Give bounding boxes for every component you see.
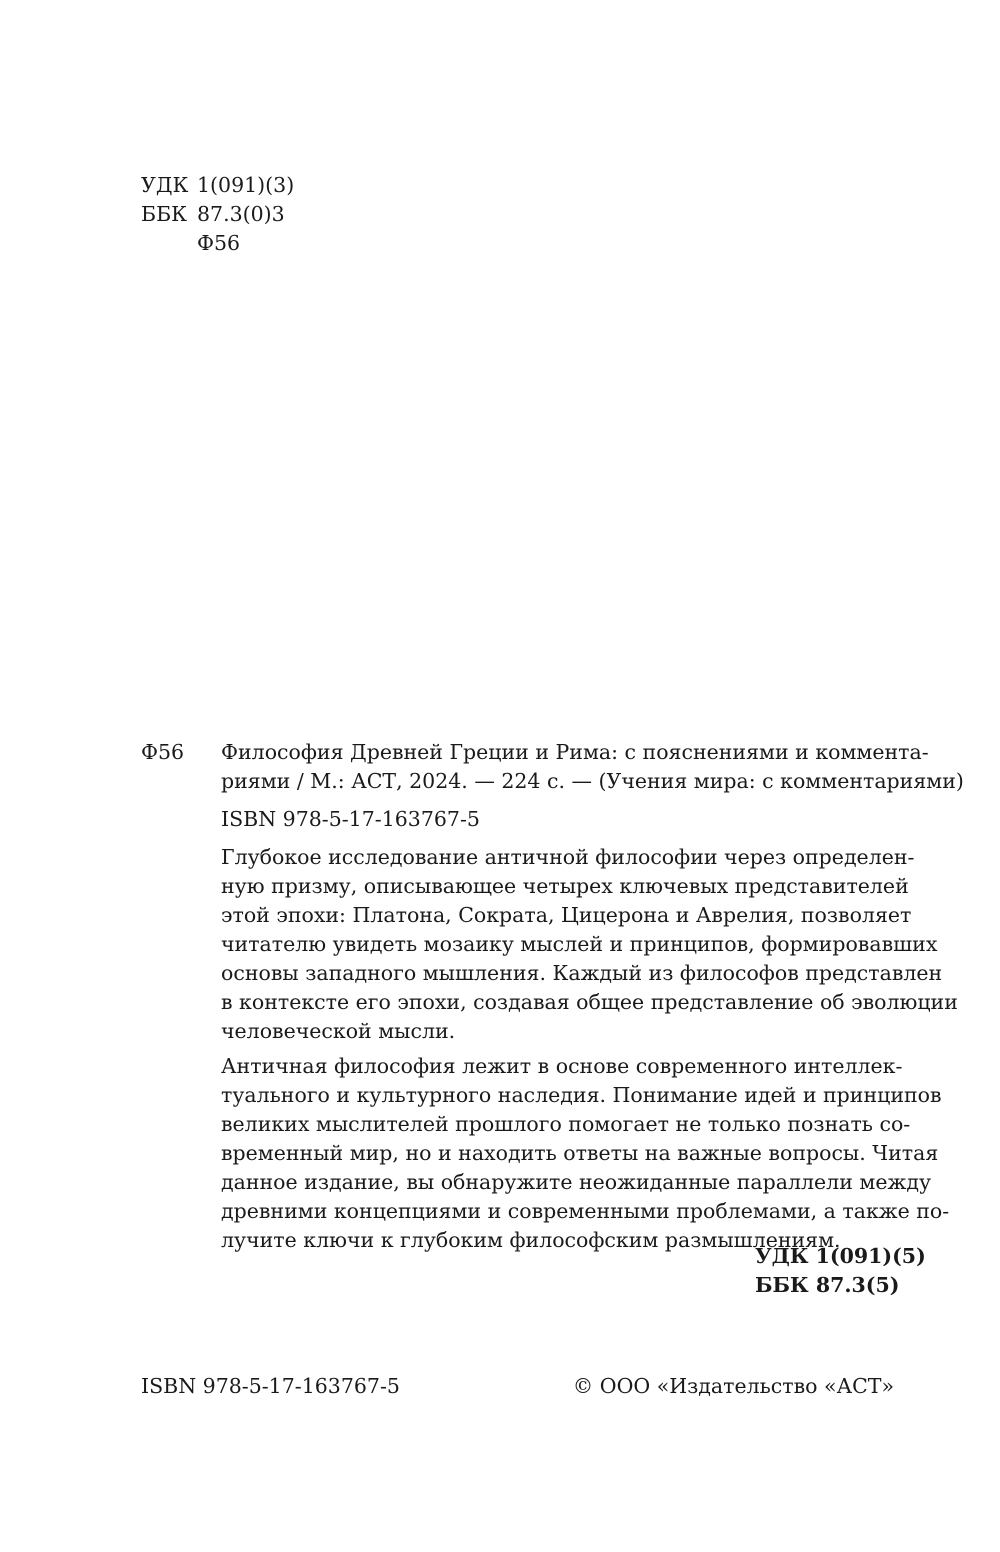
annotation-line: этой эпохи: Платона, Сократа, Цицерона и Аврелия, позволяет xyxy=(221,903,912,927)
annotation-line: ную призму, описывающее четырех ключевых представителей xyxy=(221,874,909,898)
annotation-paragraph xyxy=(221,843,958,1046)
annotation-line: Глубокое исследование античной философии через определен- xyxy=(221,845,915,869)
record-isbn: ISBN 978-5-17-163767-5 xyxy=(221,807,480,831)
record-author-sign: Ф56 xyxy=(141,740,185,764)
classification-block xyxy=(141,171,294,258)
footer-isbn: ISBN 978-5-17-163767-5 xyxy=(141,1374,400,1398)
udk-value: 1(091)(3) xyxy=(197,173,295,197)
annotation-line: лучите ключи к глубоким философским размышлениям. xyxy=(221,1228,841,1252)
annotation-line: в контексте его эпохи, создавая общее представление об эволюции xyxy=(221,990,958,1014)
bbk-value: 87.3(0)3 xyxy=(197,202,285,226)
annotation-paragraph xyxy=(221,1052,950,1255)
udk-bold: УДК 1(091)(5) xyxy=(755,1244,926,1268)
author-sign: Ф56 xyxy=(197,231,241,255)
bbk-bold: ББК 87.3(5) xyxy=(755,1273,900,1297)
classification-bold-block xyxy=(755,1242,926,1300)
bbk-label: ББК xyxy=(141,202,187,226)
annotation-line: туального и культурного наследия. Понимание идей и принципов xyxy=(221,1083,942,1107)
annotation xyxy=(221,843,958,1255)
udk-label: УДК xyxy=(141,173,189,197)
bibliographic-record xyxy=(141,738,964,1255)
bbk-row xyxy=(141,200,294,229)
annotation-line: великих мыслителей прошлого помогает не только познать со- xyxy=(221,1112,911,1136)
udk-row xyxy=(141,171,294,200)
annotation-line: основы западного мышления. Каждый из философов представлен xyxy=(221,961,943,985)
record-title xyxy=(221,738,964,796)
annotation-line: Античная философия лежит в основе современного интеллек- xyxy=(221,1054,903,1078)
annotation-line: человеческой мысли. xyxy=(221,1019,456,1043)
footer-copyright: © ООО «Издательство «АСТ» xyxy=(572,1374,894,1398)
annotation-line: данное издание, вы обнаружите неожиданные параллели между xyxy=(221,1170,932,1194)
title-line: Философия Древней Греции и Рима: с пояснениями и коммента- xyxy=(221,740,929,764)
bibliographic-header xyxy=(141,738,964,796)
annotation-line: читателю увидеть мозаику мыслей и принципов, формировавших xyxy=(221,932,938,956)
annotation-line: временный мир, но и находить ответы на важные вопросы. Читая xyxy=(221,1141,939,1165)
annotation-line: древними концепциями и современными проблемами, а также по- xyxy=(221,1199,950,1223)
title-line: риями / М.: АСТ, 2024. — 224 с. — (Учения мира: с комментариями) xyxy=(221,769,964,793)
